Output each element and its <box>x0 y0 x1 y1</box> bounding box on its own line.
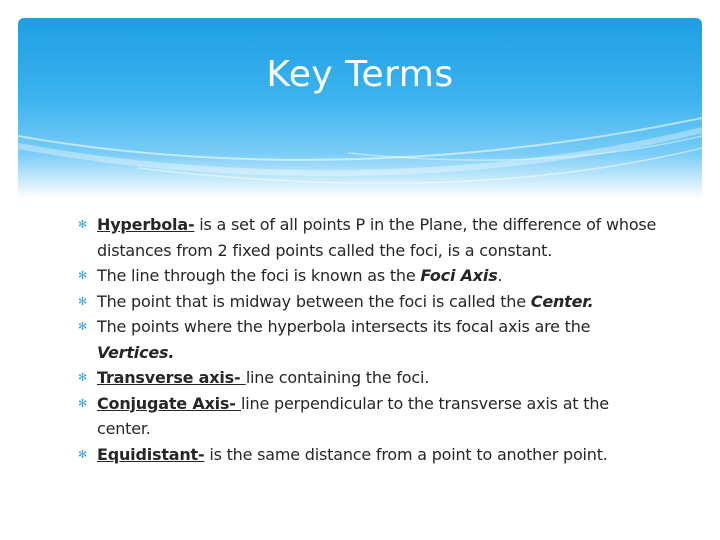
decorative-swoosh <box>18 18 702 198</box>
definition-text: The line through the foci is known as the <box>97 266 421 285</box>
definition-text: line containing the foci. <box>245 368 430 387</box>
term-conjugate-axis: Conjugate Axis- <box>97 393 242 413</box>
list-item <box>78 365 658 391</box>
bullet-icon: ✻ <box>78 447 88 461</box>
definition-text: line perpendicular to the transverse axis at the center. <box>97 393 609 438</box>
slide-title: Key Terms <box>266 54 454 95</box>
definition-text: The point that is midway between the foci is called the <box>97 291 531 311</box>
term-transverse-axis: Transverse axis- <box>97 368 246 387</box>
bullet-icon: ✻ <box>78 269 88 282</box>
list-item <box>78 391 658 442</box>
bullet-icon: ✻ <box>78 396 88 410</box>
list-item <box>78 212 658 263</box>
definition-text: is a set of all points P in the Plane, the difference of whose distances from 2 fixed points called the foci, is a constant. <box>97 215 657 260</box>
bullet-list <box>78 212 658 467</box>
bullet-icon: ✻ <box>78 294 88 308</box>
list-item <box>78 263 658 289</box>
list-item <box>78 314 658 365</box>
definition-text: . <box>497 266 503 285</box>
list-item <box>78 289 658 315</box>
term-equidistant: Equidistant- <box>97 444 205 464</box>
term-foci-axis: Foci Axis <box>420 266 498 285</box>
title-banner <box>18 18 702 198</box>
term-vertices: Vertices. <box>97 342 175 362</box>
definition-text: is the same distance from a point to another point. <box>204 444 608 464</box>
term-hyperbola: Hyperbola- <box>97 215 195 234</box>
term-center: Center. <box>530 291 594 311</box>
definition-text: The points where the hyperbola intersects its focal axis are the <box>97 317 591 336</box>
bullet-icon: ✻ <box>78 371 88 384</box>
list-item <box>78 442 658 468</box>
bullet-icon: ✻ <box>78 218 88 231</box>
bullet-icon: ✻ <box>78 320 88 333</box>
